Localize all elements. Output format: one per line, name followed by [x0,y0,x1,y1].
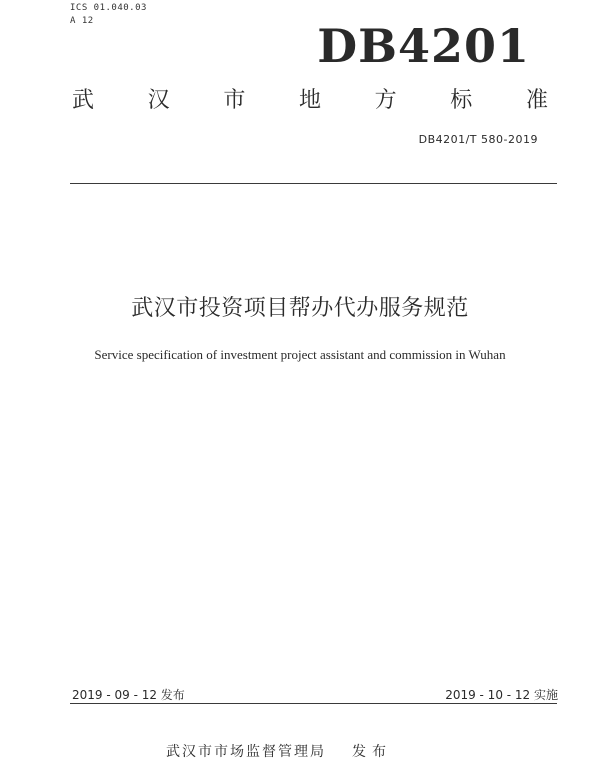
top-divider [70,183,557,184]
standard-type [72,86,548,116]
publish-date: 2019 - 09 - 12 发布 [72,688,185,702]
issuer-name: 武汉市市场监督管理局 [166,744,326,760]
ics-block [70,2,147,28]
standard-type-char: 市 [223,88,246,113]
issue-word: 发布 [352,744,392,760]
ics-code: ICS 01.040.03 [70,3,147,13]
implement-date: 2019 - 10 - 12 实施 [445,688,558,702]
document-title-english: Service specification of investment project assistant and commission in Wuhan [94,347,506,362]
standard-type-char: 武 [72,88,95,113]
standard-type-char: 汉 [147,88,170,113]
standard-number: DB4201/T 580-2019 [418,133,538,146]
classification-code: A 12 [70,16,94,26]
standard-type-char: 标 [450,88,473,113]
standard-type-char: 方 [374,88,397,113]
standard-code: DB4201 [317,19,530,73]
standard-type-char: 准 [525,88,548,113]
document-title-chinese: 武汉市投资项目帮办代办服务规范 [131,296,469,321]
issuer-line [166,743,392,761]
standard-type-char: 地 [298,88,321,113]
bottom-divider [70,703,557,704]
